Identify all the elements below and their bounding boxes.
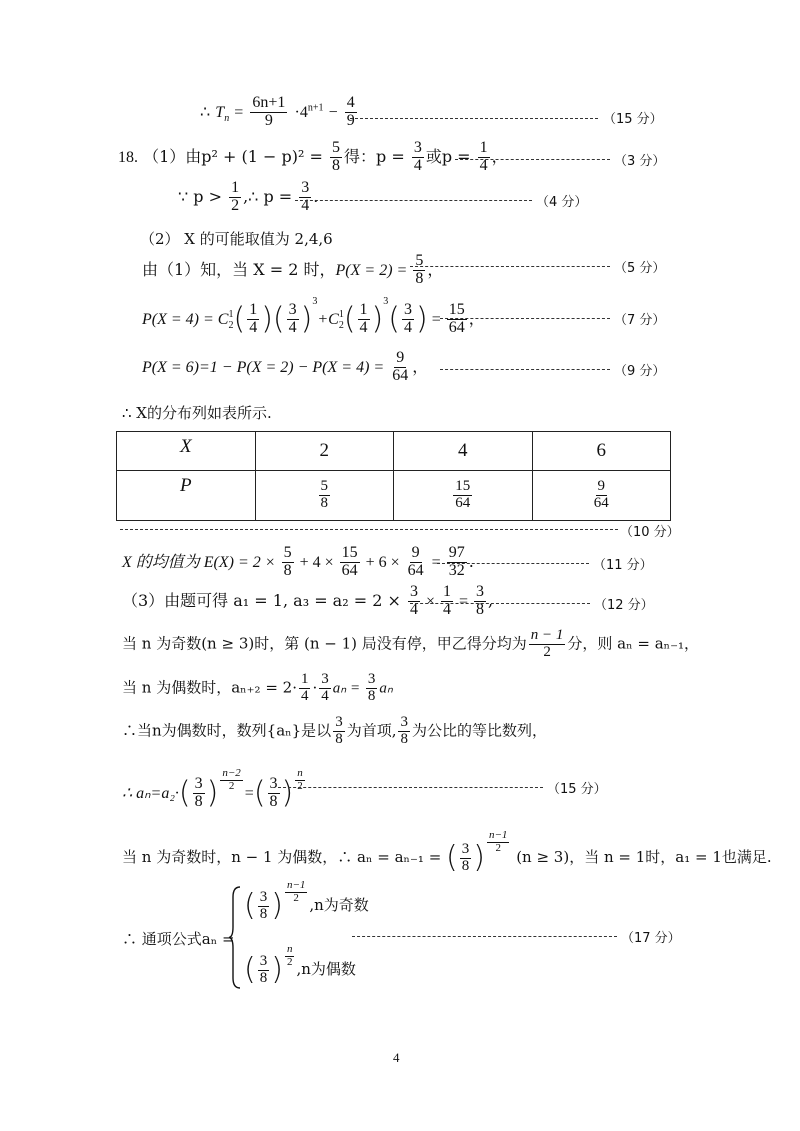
- frac-num: 1: [443, 583, 452, 600]
- times: ×: [421, 592, 440, 610]
- frac-den: 8: [283, 561, 292, 579]
- frac-num: 3: [403, 301, 412, 319]
- comma: ，: [427, 259, 444, 279]
- frac-num: 15: [455, 478, 471, 495]
- frac-num: 15: [341, 544, 358, 561]
- left-paren: (: [244, 888, 256, 923]
- comma: ，: [491, 146, 508, 166]
- frac-num: n: [297, 767, 303, 779]
- table-cell: 6: [532, 432, 671, 471]
- score-10: [620, 521, 680, 541]
- comma: ，: [412, 356, 429, 376]
- frac-3-8: [258, 954, 270, 987]
- frac-den: 2: [286, 955, 293, 968]
- line-geometric: [122, 715, 547, 748]
- dash-leader: [278, 787, 543, 788]
- line-part2-values: [140, 228, 333, 249]
- line-part3-start: [122, 584, 493, 619]
- an-odd-tail: (n ≥ 3)，当 n = 1时，a₁ = 1也满足.: [511, 848, 772, 866]
- frac-n1-2: [529, 628, 566, 661]
- frac-den: 2: [293, 891, 299, 904]
- frac-3-8: [460, 842, 472, 875]
- table-cell: [394, 471, 533, 521]
- frac-num: 3: [288, 301, 297, 319]
- frac-den: 8: [259, 905, 268, 922]
- score-4: [536, 191, 587, 211]
- frac-5-8: [413, 253, 425, 288]
- an-eq: aₙ =: [332, 680, 364, 697]
- frac-num: 1: [231, 179, 240, 196]
- frac-den: 4: [249, 319, 258, 336]
- frac-num: n − 1: [530, 627, 564, 643]
- dash-leader: [410, 266, 610, 267]
- score-text: （12 分）: [594, 598, 654, 613]
- right-paren: ): [271, 888, 283, 923]
- frac-num: 3: [400, 714, 408, 730]
- binom-sub: 2: [228, 319, 234, 331]
- frac-15-64: [447, 302, 467, 337]
- score-text: （15 分）: [547, 782, 607, 797]
- frac-3-4: [287, 302, 299, 337]
- left-brace-icon: [228, 885, 242, 990]
- frac-num: 3: [461, 840, 470, 857]
- table-header-p: P: [117, 471, 256, 521]
- frac-den: 4: [301, 196, 310, 214]
- frac-den: 8: [461, 857, 470, 874]
- frac-den: 8: [332, 156, 340, 174]
- frac-3-8: [398, 715, 410, 748]
- frac-num: 3: [321, 671, 329, 687]
- frac-den: 64: [455, 495, 471, 512]
- frac-num: 9: [411, 544, 420, 561]
- plus-4: + 4 ×: [295, 553, 338, 571]
- table-row: [117, 432, 671, 471]
- frac-den: 2: [495, 841, 501, 854]
- dash-leader: [437, 563, 589, 564]
- therefore-symbol: ∴: [200, 101, 211, 121]
- right-paren: ): [206, 775, 219, 811]
- left-paren: (: [446, 840, 458, 875]
- frac-num: n−1: [286, 879, 306, 891]
- odd-case-text: 当 n 为奇数(n ≥ 3)时，第 (n − 1) 局没有停，甲乙得分均为: [122, 634, 527, 653]
- score-7: [614, 309, 665, 329]
- frac-den: 4: [359, 319, 368, 336]
- binom-sup: 1: [338, 308, 344, 320]
- frac-den: 64: [341, 561, 358, 579]
- frac-num: 1: [359, 301, 368, 319]
- frac-5-8: [330, 140, 342, 175]
- page-number: 4: [393, 1050, 400, 1065]
- part2-text: （2） X 的可能取值为 2,4,6: [140, 230, 333, 248]
- score-5: [614, 257, 665, 277]
- frac-9-64: [406, 545, 426, 580]
- px6-text: P(X = 6)=1 − P(X = 2) − P(X = 4) =: [142, 358, 389, 376]
- period: .: [468, 551, 474, 571]
- dist-intro-text: ∴ X的分布列如表所示.: [122, 404, 272, 422]
- dash-leader: [455, 159, 610, 160]
- frac-den: 8: [476, 600, 485, 618]
- frac-den: 4: [288, 319, 297, 336]
- frac-den: 2: [297, 779, 303, 792]
- case-odd: [244, 880, 369, 922]
- frac-3-8: [474, 584, 486, 619]
- exp-frac: [285, 880, 307, 904]
- frac-prob: [592, 479, 611, 512]
- frac-9-64: [390, 350, 410, 385]
- frac-num: n−1: [488, 829, 508, 841]
- line-mean: [122, 545, 474, 580]
- minus: −: [328, 103, 338, 121]
- left-paren: (: [272, 301, 285, 337]
- left-paren: (: [343, 301, 356, 337]
- dot: ·: [294, 103, 300, 121]
- frac-6n1-9: [250, 95, 287, 130]
- right-paren: ): [415, 301, 428, 337]
- frac-num: 97: [448, 544, 465, 561]
- frac-den: 8: [194, 793, 203, 810]
- an-odd-text: 当 n 为奇数时，n − 1 为偶数，∴ aₙ = aₙ₋₁ =: [122, 848, 447, 866]
- score-text: （17 分）: [621, 931, 681, 946]
- frac-prob: [453, 479, 472, 512]
- frac-num: n−2: [222, 767, 241, 779]
- part3-text: （3）由题可得 a₁ = 1, a₃ = a₂ = 2 ×: [122, 590, 406, 610]
- table-row: [117, 471, 671, 521]
- dash-leader: [440, 318, 610, 319]
- frac-num: 1: [479, 139, 488, 156]
- line-an-even: [122, 768, 307, 811]
- frac-den: 8: [400, 730, 408, 747]
- frac-num: 4: [346, 94, 355, 111]
- frac-den: 64: [392, 366, 409, 384]
- frac-den: 8: [367, 687, 376, 704]
- frac-1-4: [358, 302, 370, 337]
- equals: =: [455, 592, 473, 610]
- comma: ,: [488, 590, 494, 610]
- frac-den: 2: [228, 779, 235, 792]
- frac-den: 4: [479, 156, 488, 174]
- frac-den: 8: [259, 969, 268, 986]
- frac-1-4: [299, 672, 311, 705]
- score-text: （4 分）: [536, 195, 588, 210]
- frac-1-2: [229, 180, 241, 215]
- sub-n: n: [224, 112, 230, 124]
- dash-leader: [350, 118, 598, 119]
- frac-den: 8: [320, 495, 328, 512]
- frac-num: 3: [476, 583, 485, 600]
- line-px6: [142, 350, 428, 385]
- score-11: [593, 554, 653, 574]
- table-cell: 2: [255, 432, 394, 471]
- frac-3-4: [319, 672, 331, 705]
- frac-4-9: [345, 95, 357, 130]
- frac-den: 64: [448, 319, 465, 336]
- left-paren: (: [388, 301, 400, 337]
- line-dist-intro: [122, 402, 272, 423]
- dash-leader: [440, 369, 610, 370]
- equals: =: [427, 553, 445, 571]
- line-px4: P(X = 4) = C 1 2 ( $\frac{1}{4}$ )( $\frac{3}{4}$ )$^3$+C 1 2 ( $\frac{1}{4}$ )$^3$( $\frac{3}{4}$ ) = $\frac{15}{64}$ ，: [142, 296, 485, 337]
- frac-3-8: [268, 776, 280, 811]
- frac-den: 64: [593, 495, 609, 512]
- period: .: [313, 186, 319, 206]
- geometric-text: ∴当n为偶数时，数列{aₙ}是以: [122, 721, 332, 740]
- frac-3-4: [408, 584, 420, 619]
- score-text: （7 分）: [614, 313, 666, 328]
- frac-den: 8: [269, 793, 278, 810]
- frac-den: 8: [415, 269, 424, 287]
- frac-3-8: [193, 776, 205, 811]
- frac-3-8: [258, 890, 270, 923]
- right-paren: ): [371, 301, 384, 337]
- score-12: [594, 594, 654, 614]
- frac-num: 9: [597, 478, 605, 495]
- line-p-condition: [178, 180, 318, 215]
- distribution-table: [116, 431, 671, 521]
- equation-text: 由p² + (1 − p)² =: [185, 146, 328, 166]
- score-text: （9 分）: [614, 364, 666, 379]
- right-paren: ): [271, 952, 283, 987]
- even-text: 当 n 为偶数时，aₙ₊₂ = 2·: [122, 678, 297, 697]
- frac-1-4: [441, 584, 453, 619]
- binom-sub: 2: [338, 319, 344, 331]
- case-even: [244, 944, 356, 986]
- frac-prob: [319, 479, 331, 512]
- exp-n1: n+1: [307, 102, 324, 114]
- frac-num: 6n+1: [252, 94, 286, 111]
- equals: =: [244, 785, 254, 802]
- eq-sign: =: [234, 103, 244, 121]
- px2-text: P(X = 2) =: [335, 261, 412, 279]
- frac-3-8: [333, 715, 345, 748]
- frac-num: 3: [301, 179, 310, 196]
- frac-num: 5: [415, 252, 424, 269]
- frac-den: 32: [448, 561, 465, 579]
- var-t: T: [215, 103, 225, 121]
- dash-leader: [120, 529, 618, 530]
- because-text: ∵ p >: [178, 186, 228, 206]
- frac-3-4: [299, 180, 311, 215]
- table-cell: [255, 471, 394, 521]
- left-paren: (: [253, 775, 266, 811]
- frac-den: 4: [403, 319, 412, 336]
- line-tn-formula: [200, 95, 359, 130]
- plus-c: +C: [317, 311, 339, 328]
- table-header-x: X: [117, 432, 256, 471]
- frac-den: 2: [543, 643, 551, 660]
- frac-den: 4: [413, 156, 422, 174]
- score-text: （15 分）: [603, 112, 663, 127]
- mid-text: 得：p =: [344, 146, 410, 166]
- odd-label: ,n为奇数: [309, 896, 369, 914]
- frac-num: 3: [259, 952, 268, 969]
- frac-5-8: [282, 545, 294, 580]
- frac-den: 4: [443, 600, 452, 618]
- therefore-text: ,∴ p =: [243, 186, 298, 206]
- even-label: ,n为偶数: [296, 960, 356, 978]
- right-paren: ): [473, 840, 485, 875]
- general-term-text: ∴ 通项公式aₙ =: [122, 930, 235, 948]
- line-even-recurrence: [122, 672, 393, 705]
- an-even-text: ∴ aₙ=a₂·: [122, 785, 179, 802]
- frac-num: 15: [448, 301, 465, 319]
- line-odd-case: [122, 628, 699, 661]
- frac-num: 3: [335, 714, 343, 730]
- px4-text: P(X = 4) = C: [142, 311, 229, 328]
- left-paren: (: [233, 301, 246, 337]
- table-cell: 4: [394, 432, 533, 471]
- dash-leader: [352, 936, 617, 937]
- frac-den: 64: [407, 561, 424, 579]
- frac-den: 9: [264, 111, 273, 129]
- dot: ·: [312, 678, 318, 697]
- or-text: 或p =: [425, 146, 476, 166]
- frac-num: 5: [283, 544, 292, 561]
- frac-den: 2: [231, 196, 240, 214]
- frac-num: 5: [332, 139, 340, 156]
- exp-frac: [487, 830, 509, 854]
- score-text: （11 分）: [593, 558, 653, 573]
- score-9: [614, 360, 665, 380]
- frac-1-4: [247, 302, 259, 337]
- frac-3-8: [366, 672, 378, 705]
- line-px2: [142, 253, 443, 288]
- frac-num: 9: [396, 349, 405, 366]
- frac-den: 4: [409, 600, 418, 618]
- frac-15-64: [340, 545, 360, 580]
- score-17: [621, 927, 681, 947]
- line-general-term: [122, 928, 235, 949]
- frac-num: 1: [249, 301, 258, 319]
- frac-num: 3: [269, 775, 278, 793]
- frac-num: 1: [300, 671, 309, 687]
- frac-num: n: [286, 943, 293, 955]
- score-15b: [547, 778, 607, 798]
- left-paren: (: [244, 952, 256, 987]
- right-paren: ): [261, 301, 273, 337]
- frac-num: 3: [409, 583, 418, 600]
- frac-den: 9: [346, 111, 355, 129]
- binom-sup: 1: [228, 308, 234, 320]
- exp-frac: [285, 944, 295, 968]
- plus-6: + 6 ×: [361, 553, 404, 571]
- score-text: （10 分）: [620, 525, 680, 540]
- frac-3-4: [412, 140, 424, 175]
- frac-1-4: [478, 140, 490, 175]
- given-text: 由（1）知，当 X = 2 时，: [142, 259, 336, 279]
- frac-num: 3: [367, 671, 376, 687]
- dash-leader: [295, 200, 532, 201]
- question-number: 18.: [118, 148, 138, 166]
- left-paren: (: [178, 775, 191, 811]
- right-paren: ): [300, 301, 313, 337]
- frac-num: 3: [194, 775, 203, 793]
- score-text: （5 分）: [614, 261, 666, 276]
- odd-case-tail: 分，则 aₙ = aₙ₋₁，: [567, 634, 700, 653]
- ratio-text: 为公比的等比数列，: [411, 721, 547, 740]
- first-term-text: 为首项,: [346, 721, 397, 740]
- exp-frac: [295, 768, 305, 792]
- line-an-odd: [122, 830, 772, 874]
- dash-leader: [410, 603, 590, 604]
- line-18-part1: [118, 140, 508, 175]
- comma: ，: [468, 309, 485, 328]
- frac-den: 4: [300, 687, 309, 704]
- frac-num: 3: [259, 888, 268, 905]
- frac-den: 4: [321, 687, 329, 704]
- score-3: [614, 150, 665, 170]
- exp-3: 3: [312, 296, 318, 307]
- right-paren: ): [281, 775, 294, 811]
- frac-num: 5: [320, 478, 328, 495]
- part-label: （1）: [143, 146, 186, 166]
- frac-den: 8: [335, 730, 343, 747]
- frac-num: 3: [413, 139, 422, 156]
- exp-3: 3: [383, 296, 389, 307]
- score-15a: [603, 108, 663, 128]
- frac-3-4: [402, 302, 414, 337]
- exp-frac: [220, 768, 242, 792]
- base-4: 4: [299, 103, 308, 121]
- score-text: （3 分）: [614, 154, 666, 169]
- mean-text: X 的均值为 E(X) = 2 ×: [122, 553, 280, 571]
- table-cell: [532, 471, 671, 521]
- an: aₙ: [379, 680, 393, 697]
